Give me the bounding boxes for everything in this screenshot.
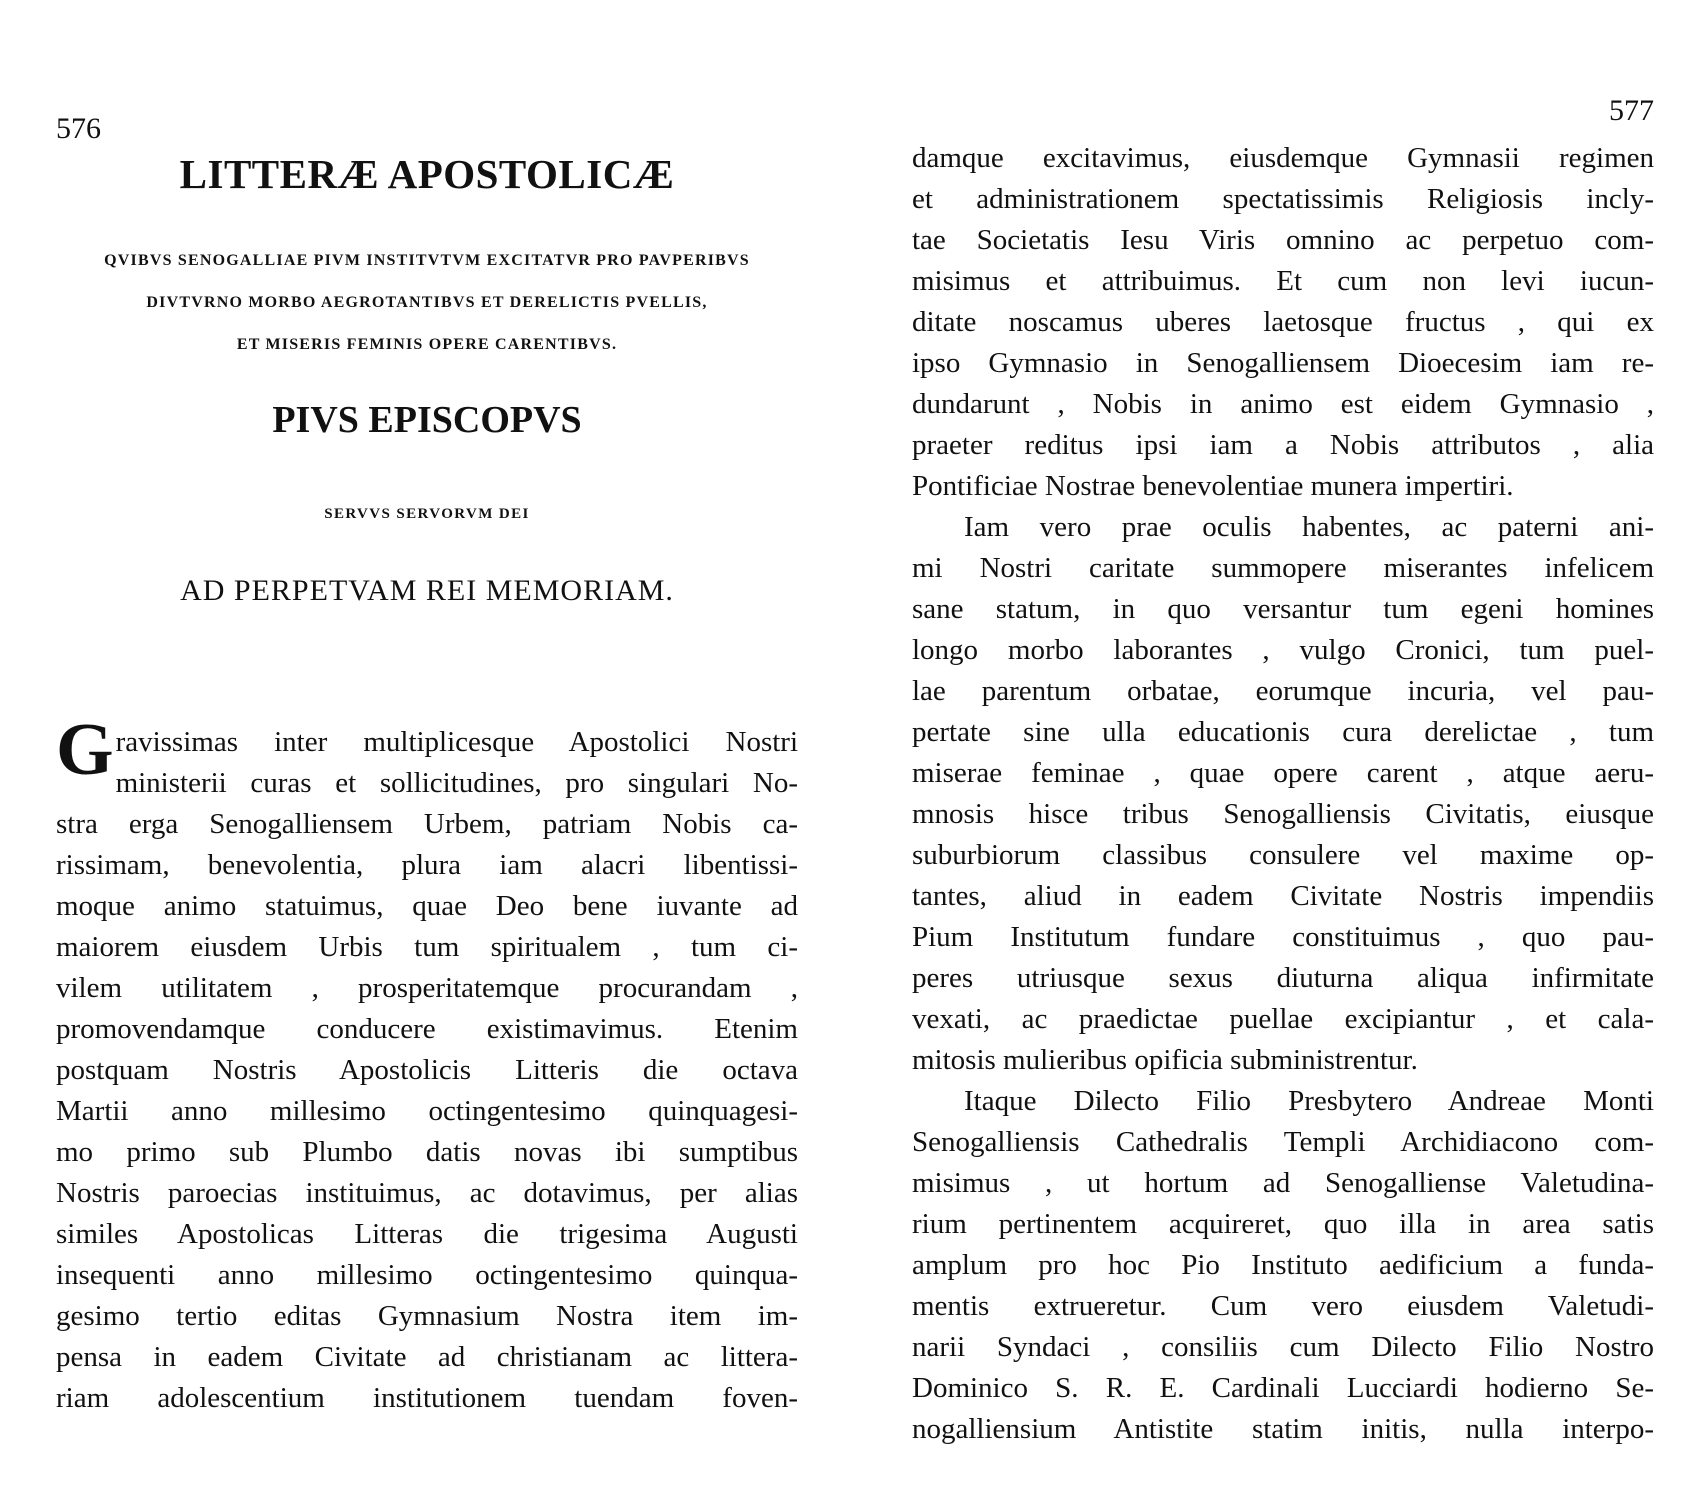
text-line: suburbiorum classibus consulere vel maxime op- bbox=[912, 839, 1654, 871]
text-line: mnosis hisce tribus Senogalliensis Civitatis, eiusque bbox=[912, 798, 1654, 830]
text-line: tantes, aliud in eadem Civitate Nostris impendiis bbox=[912, 880, 1654, 912]
text-line: Dominico S. R. E. Cardinali Lucciardi hodierno Se- bbox=[912, 1372, 1654, 1404]
text-line: pertate sine ulla educationis cura derelictae , tum bbox=[912, 716, 1654, 748]
text-line: Senogalliensis Cathedralis Templi Archidiacono com- bbox=[912, 1126, 1654, 1158]
document-title: LITTERÆ APOSTOLICÆ bbox=[179, 151, 675, 197]
memoriam-heading: AD PERPETVAM REI MEMORIAM. bbox=[180, 574, 674, 607]
text-line: pensa in eadem Civitate ad christianam ac littera- bbox=[56, 1341, 798, 1373]
text-line: Itaque Dilecto Filio Presbytero Andreae Monti bbox=[964, 1085, 1654, 1117]
text-line: et administrationem spectatissimis Religiosis incly- bbox=[912, 183, 1654, 215]
pope-heading: PIVS EPISCOPVS bbox=[272, 399, 582, 441]
text-line: damque excitavimus, eiusdemque Gymnasii regimen bbox=[912, 142, 1654, 174]
text-line: mi Nostri caritate summopere miserantes infelicem bbox=[912, 552, 1654, 584]
text-line: Martii anno millesimo octingentesimo quinquagesi- bbox=[56, 1095, 798, 1127]
right-body-text bbox=[912, 138, 1654, 1450]
text-line: Iam vero prae oculis habentes, ac paterni ani- bbox=[964, 511, 1654, 543]
text-line: insequenti anno millesimo octingentesimo quinqua- bbox=[56, 1259, 798, 1291]
text-line: promovendamque conducere existimavimus. Etenim bbox=[56, 1013, 798, 1045]
text-line: rissimam, benevolentia, plura iam alacri libentissi- bbox=[56, 849, 798, 881]
text-line: similes Apostolicas Litteras die trigesima Augusti bbox=[56, 1218, 798, 1250]
text-line: Pontificiae Nostrae benevolentiae munera impertiri. bbox=[912, 470, 1514, 502]
text-line: moque animo statuimus, quae Deo bene iuvante ad bbox=[56, 890, 798, 922]
text-line: ravissimas inter multiplicesque Apostolici Nostri bbox=[115, 726, 798, 758]
subtitle-line-1: QVIBVS SENOGALLIAE PIVM INSTITVTVM EXCITATVR PRO PAVPERIBVS bbox=[104, 252, 750, 269]
servus-heading: SERVVS SERVORVM DEI bbox=[324, 506, 530, 522]
subtitle-line-3: ET MISERIS FEMINIS OPERE CARENTIBVS. bbox=[236, 336, 618, 353]
text-line: postquam Nostris Apostolicis Litteris die octava bbox=[56, 1054, 798, 1086]
text-line: miserae feminae , quae opere carent , atque aeru- bbox=[912, 757, 1654, 789]
text-line: mitosis mulieribus opificia subministrentur. bbox=[912, 1044, 1418, 1076]
text-line: peres utriusque sexus diuturna aliqua infirmitate bbox=[912, 962, 1654, 994]
text-line: praeter reditus ipsi iam a Nobis attributos , alia bbox=[912, 429, 1654, 461]
text-line: riam adolescentium institutionem tuendam foven- bbox=[56, 1382, 798, 1414]
text-line: misimus , ut hortum ad Senogalliense Valetudina- bbox=[912, 1167, 1654, 1199]
text-line: narii Syndaci , consiliis cum Dilecto Filio Nostro bbox=[912, 1331, 1654, 1363]
text-line: sane statum, in quo versantur tum egeni homines bbox=[912, 593, 1654, 625]
text-line: mo primo sub Plumbo datis novas ibi sumptibus bbox=[56, 1136, 798, 1168]
text-line: longo morbo laborantes , vulgo Cronici, tum puel- bbox=[912, 634, 1654, 666]
text-line: vilem utilitatem , prosperitatemque procurandam , bbox=[56, 972, 798, 1004]
text-line: rium pertinentem acquireret, quo illa in area satis bbox=[912, 1208, 1654, 1240]
text-line: dundarunt , Nobis in animo est eidem Gymnasio , bbox=[912, 388, 1654, 420]
text-line: amplum pro hoc Pio Instituto aedificium a funda- bbox=[912, 1249, 1654, 1281]
text-line: mentis extrueretur. Cum vero eiusdem Valetudi- bbox=[912, 1290, 1654, 1322]
text-line: stra erga Senogalliensem Urbem, patriam Nobis ca- bbox=[56, 808, 798, 840]
text-line: gesimo tertio editas Gymnasium Nostra item im- bbox=[56, 1300, 798, 1332]
page-number-left: 576 bbox=[56, 112, 101, 145]
left-body-text bbox=[56, 709, 798, 1419]
text-line: Nostris paroecias instituimus, ac dotavimus, per alias bbox=[56, 1177, 798, 1209]
page-number-right: 577 bbox=[1609, 94, 1654, 127]
text-line: Pium Institutum fundare constituimus , quo pau- bbox=[912, 921, 1654, 953]
text-line: ipso Gymnasio in Senogalliensem Dioecesim iam re- bbox=[912, 347, 1654, 379]
drop-cap: G bbox=[56, 709, 114, 791]
text-line: maiorem eiusdem Urbis tum spiritualem , tum ci- bbox=[56, 931, 798, 963]
text-line: tae Societatis Iesu Viris omnino ac perpetuo com- bbox=[912, 224, 1654, 256]
subtitle-line-2: DIVTVRNO MORBO AEGROTANTIBVS ET DERELICTIS PVELLIS, bbox=[146, 294, 708, 311]
text-line: lae parentum orbatae, eorumque incuria, vel pau- bbox=[912, 675, 1654, 707]
text-line: nogalliensium Antistite statim initis, nulla interpo- bbox=[912, 1413, 1654, 1445]
text-line: misimus et attribuimus. Et cum non levi iucun- bbox=[912, 265, 1654, 297]
text-line: vexati, ac praedictae puellae excipiantur , et cala- bbox=[912, 1003, 1654, 1035]
text-line: ministerii curas et sollicitudines, pro singulari No- bbox=[115, 767, 798, 799]
text-line: ditate noscamus uberes laetosque fructus , qui ex bbox=[912, 306, 1654, 338]
